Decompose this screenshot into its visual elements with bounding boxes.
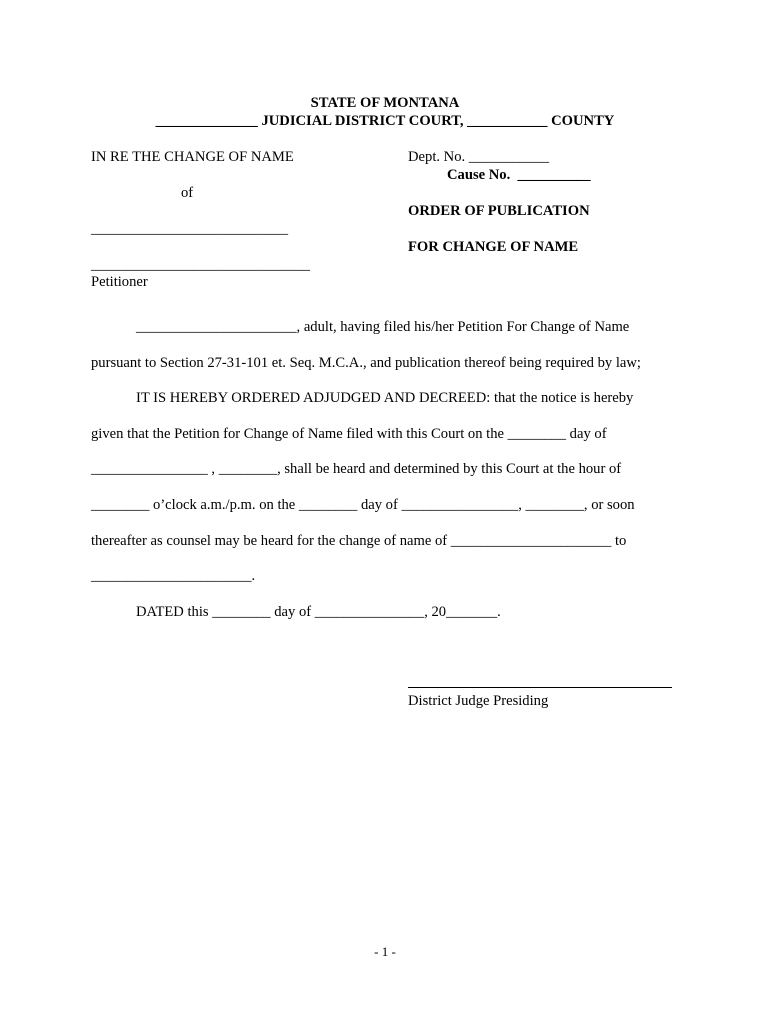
- body-line-8: ______________________.: [91, 568, 256, 584]
- body-line-5: ________________ , ________, shall be heard and determined by this Court at the hour of: [91, 461, 622, 477]
- cause-no: Cause No. __________: [447, 167, 591, 183]
- body-line-3: IT IS HEREBY ORDERED ADJUDGED AND DECREED: that the notice is hereby: [136, 390, 634, 406]
- signature-label: District Judge Presiding: [408, 693, 549, 709]
- order-title-line-2: FOR CHANGE OF NAME: [408, 239, 579, 255]
- name-blank: ___________________________: [91, 221, 289, 237]
- petitioner-label: Petitioner: [91, 274, 148, 290]
- order-title-line-1: ORDER OF PUBLICATION: [408, 203, 590, 219]
- court-heading: ______________ JUDICIAL DISTRICT COURT, ___________ COUNTY: [155, 113, 615, 129]
- dept-no: Dept. No. ___________: [408, 149, 550, 165]
- body-line-4: given that the Petition for Change of Name filed with this Court on the ________ day of: [91, 426, 607, 442]
- body-line-6: ________ o’clock a.m./p.m. on the ________ day of ________________, ________, or soon: [91, 497, 635, 513]
- dated-line: DATED this ________ day of _______________, 20_______.: [136, 604, 501, 620]
- body-line-1: ______________________, adult, having filed his/her Petition For Change of Name: [136, 319, 630, 335]
- page-number: - 1 -: [374, 944, 396, 959]
- signature-line: [408, 687, 672, 688]
- of-label: of: [181, 185, 194, 201]
- petitioner-blank: ______________________________: [91, 257, 310, 273]
- in-re-label: IN RE THE CHANGE OF NAME: [91, 149, 294, 165]
- state-heading: STATE OF MONTANA: [310, 95, 460, 111]
- body-line-7: thereafter as counsel may be heard for the change of name of ______________________ to: [91, 533, 627, 549]
- body-line-2: pursuant to Section 27-31-101 et. Seq. M.C.A., and publication thereof being required by law;: [91, 355, 641, 371]
